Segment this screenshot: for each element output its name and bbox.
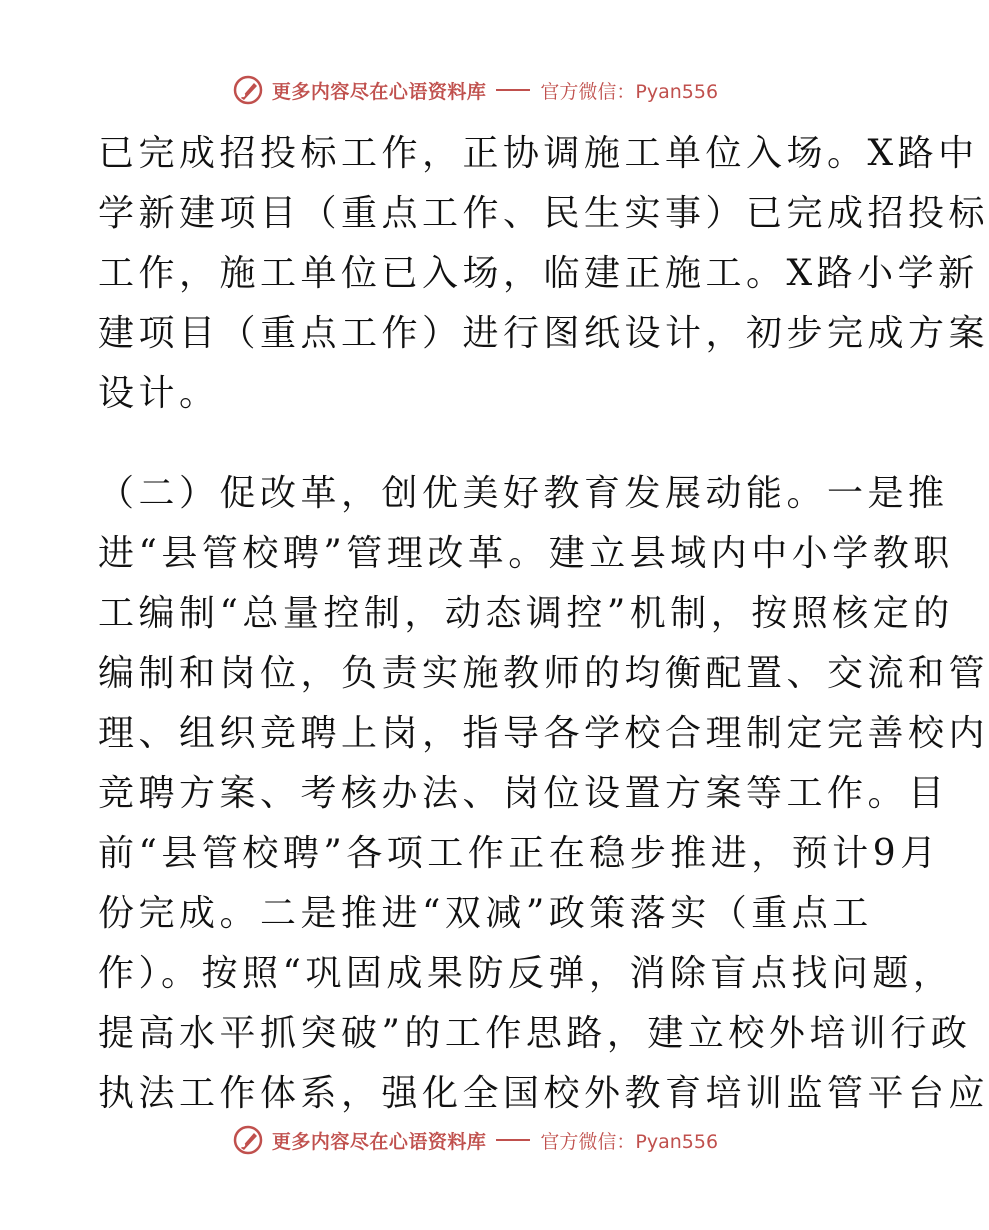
quill-logo-icon <box>232 1124 264 1156</box>
header-watermark <box>0 70 950 110</box>
text-line: 设计。 <box>98 373 220 414</box>
text-line: 份完成。二是推进“双减”政策落实（重点工 <box>98 893 873 934</box>
paragraph-gap <box>98 424 858 464</box>
quill-logo-icon <box>232 74 264 106</box>
watermark-wechat-text: 官方微信：Pyan556 <box>540 1130 719 1153</box>
text-line: 理、组织竞聘上岗，指导各学校合理制定完善校内 <box>98 713 989 754</box>
text-line: 前“县管校聘”各项工作正在稳步推进，预计9月 <box>98 833 941 874</box>
text-line: 进“县管校聘”管理改革。建立县域内中小学教职 <box>98 533 954 574</box>
text-line: 工作，施工单位已入场，临建正施工。X路小学新 <box>98 253 979 294</box>
text-line: 编制和岗位，负责实施教师的均衡配置、交流和管 <box>98 653 989 694</box>
watermark-wechat-text: 官方微信：Pyan556 <box>540 80 719 103</box>
text-line: 建项目（重点工作）进行图纸设计，初步完成方案 <box>98 313 989 354</box>
text-line: 已完成招投标工作，正协调施工单位入场。X路中 <box>98 133 979 174</box>
footer-watermark <box>0 1120 950 1160</box>
watermark-dash <box>496 89 530 91</box>
watermark-dash <box>496 1139 530 1141</box>
paragraph-1 <box>98 124 989 424</box>
text-line: 学新建项目（重点工作、民生实事）已完成招投标 <box>98 193 989 234</box>
text-line: 执法工作体系，强化全国校外教育培训监管平台应 <box>98 1073 989 1114</box>
paragraph-2 <box>98 464 989 1124</box>
document-body <box>98 124 989 1124</box>
text-line: 作）。按照“巩固成果防反弹，消除盲点找问题， <box>98 953 954 994</box>
text-line: 竞聘方案、考核办法、岗位设置方案等工作。目 <box>98 773 949 814</box>
watermark-site-text: 更多内容尽在心语资料库 <box>271 80 487 103</box>
text-line: 工编制“总量控制，动态调控”机制，按照核定的 <box>98 593 954 634</box>
watermark-site-text: 更多内容尽在心语资料库 <box>271 1130 487 1153</box>
text-line: （二）促改革，创优美好教育发展动能。一是推 <box>98 473 949 514</box>
text-line: 提高水平抓突破”的工作思路，建立校外培训行政 <box>98 1013 972 1054</box>
